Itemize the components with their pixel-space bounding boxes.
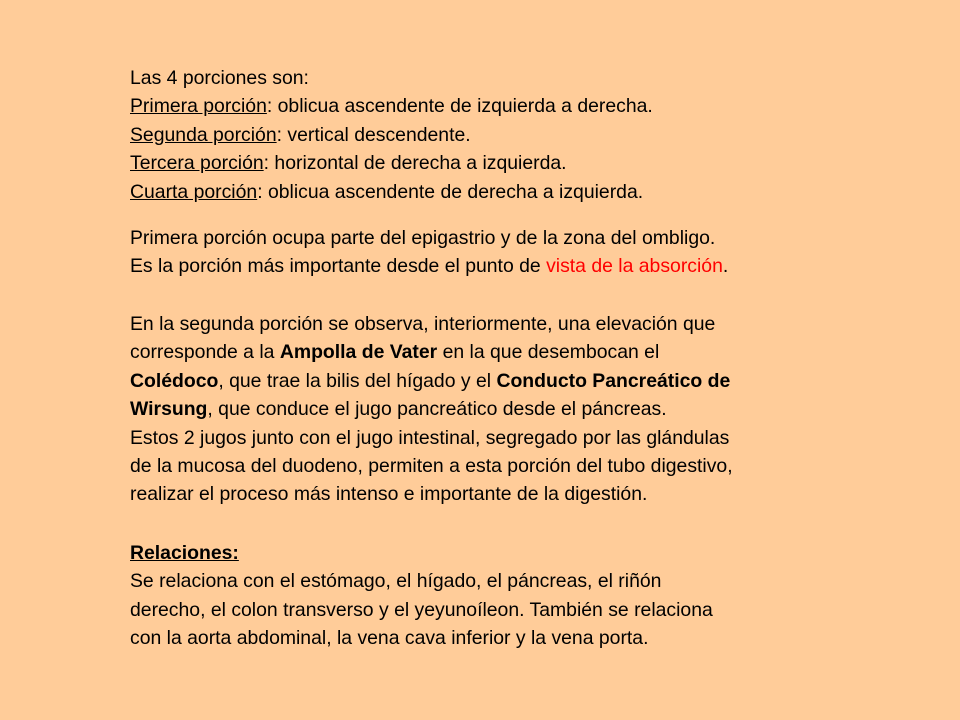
second-portion-line-1: En la segunda porción se observa, interiormente, una elevación que	[130, 313, 716, 335]
portion-item-3	[130, 149, 653, 177]
second-portion-line-6: de la mucosa del duodeno, permiten a esta porción del tubo digestivo,	[130, 455, 733, 478]
coledoco-term: Colédoco	[130, 369, 219, 392]
first-portion-paragraph	[130, 224, 728, 281]
relations-line-1: Se relaciona con el estómago, el hígado, el páncreas, el riñón	[130, 570, 662, 593]
ampolla-de-vater-term: Ampolla de Vater	[279, 341, 438, 364]
relations-heading: Relaciones:	[130, 542, 239, 564]
portion-desc: : oblicua ascendente de izquierda a derecha.	[266, 95, 653, 118]
portion-name: Cuarta porción	[130, 180, 258, 203]
first-portion-line-2	[130, 252, 728, 280]
second-portion-paragraph	[130, 310, 733, 509]
first-portion-line-1: Primera porción ocupa parte del epigastrio y de la zona del ombligo.	[130, 227, 716, 249]
second-portion-line-2	[130, 338, 733, 366]
second-portion-line-5: Estos 2 jugos junto con el jugo intestinal, segregado por las glándulas	[130, 426, 730, 449]
second-portion-line-4	[130, 395, 733, 423]
portion-desc: : oblicua ascendente de derecha a izquierda.	[257, 180, 644, 203]
first-portion-line-2-end: .	[722, 255, 729, 278]
conducto-pancreatico-term: Conducto Pancreático de	[496, 369, 731, 392]
portion-item-2	[130, 121, 653, 149]
portion-name: Segunda porción	[130, 123, 277, 146]
portion-item-4	[130, 178, 653, 206]
text-span: en la que desembocan el	[437, 341, 660, 364]
portions-intro: Las 4 porciones son:	[130, 67, 309, 89]
first-portion-line-2-start: Es la porción más importante desde el punto de	[130, 255, 547, 278]
wirsung-term: Wirsung	[130, 398, 208, 421]
portion-desc: : horizontal de derecha a izquierda.	[263, 152, 567, 175]
second-portion-line-3	[130, 367, 733, 395]
portion-item-1	[130, 92, 653, 120]
relations-section	[130, 539, 713, 653]
text-span: , que conduce el jugo pancreático desde el páncreas.	[207, 398, 667, 421]
portions-list	[130, 64, 653, 206]
portion-name: Tercera porción	[130, 152, 264, 175]
relations-line-3: con la aorta abdominal, la vena cava inferior y la vena porta.	[130, 627, 649, 650]
portion-name: Primera porción	[130, 95, 267, 118]
portion-desc: : vertical descendente.	[276, 123, 471, 146]
absorption-highlight: vista de la absorción	[546, 255, 723, 278]
text-span: corresponde a la	[130, 341, 280, 364]
relations-line-2: derecho, el colon transverso y el yeyunoíleon. También se relaciona	[130, 598, 713, 621]
second-portion-line-7: realizar el proceso más intenso e importante de la digestión.	[130, 483, 648, 506]
text-span: , que trae la bilis del hígado y el	[218, 369, 497, 392]
